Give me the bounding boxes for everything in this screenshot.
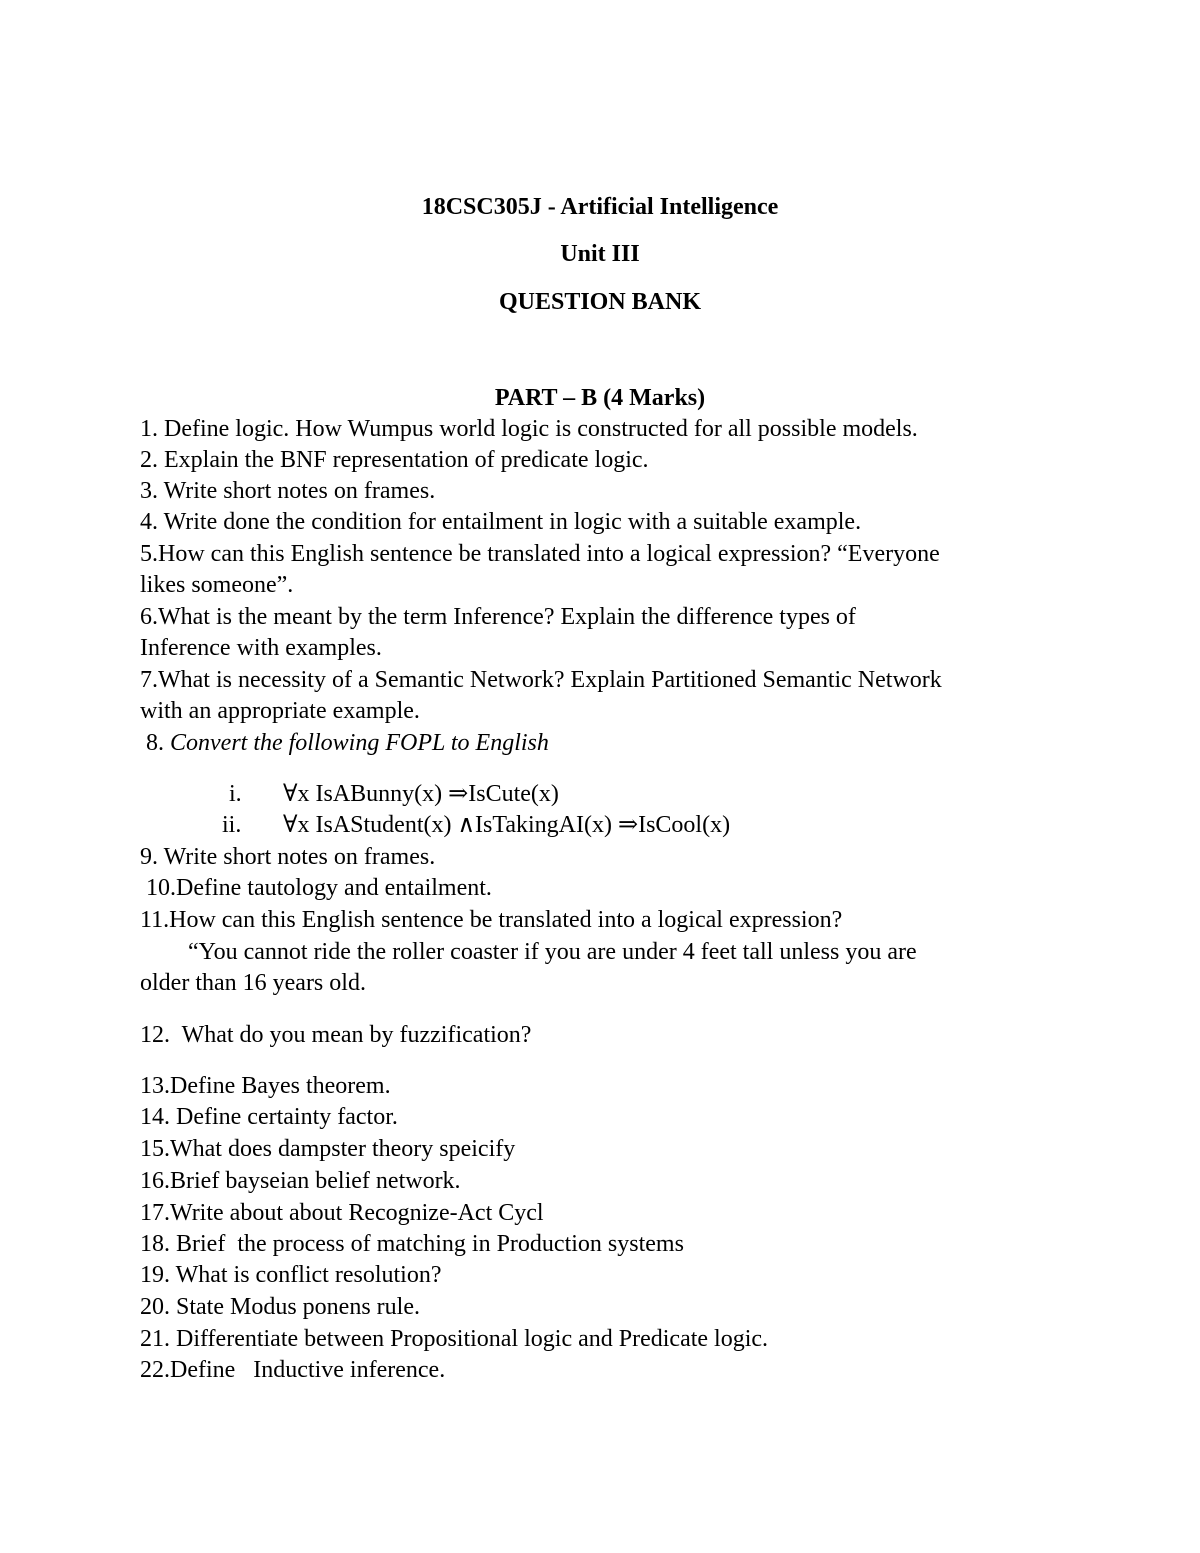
question-17: 17.Write about about Recognize-Act Cycl	[140, 1200, 544, 1226]
question-8	[140, 728, 549, 759]
question-10: 10.Define tautology and entailment.	[140, 875, 492, 901]
question-15: 15.What does dampster theory speicify	[140, 1136, 516, 1162]
question-18: 18. Brief the process of matching in Production systems	[140, 1231, 684, 1257]
question-11-line-1: 11.How can this English sentence be translated into a logical expression?	[140, 907, 843, 933]
question-8-number: 8.	[140, 730, 170, 756]
question-4: 4. Write done the condition for entailment in logic with a suitable example.	[140, 509, 862, 535]
question-6-line-2: Inference with examples.	[140, 635, 382, 661]
question-7-line-1: 7.What is necessity of a Semantic Network? Explain Partitioned Semantic Network	[140, 667, 942, 693]
unit-title: Unit III	[560, 241, 640, 267]
question-22: 22.Define Inductive inference.	[140, 1357, 446, 1383]
question-14: 14. Define certainty factor.	[140, 1104, 398, 1130]
fopl-1-number: i.	[229, 781, 242, 807]
course-title: 18CSC305J - Artificial Intelligence	[421, 194, 779, 220]
question-7-line-2: with an appropriate example.	[140, 698, 420, 724]
fopl-1-expression: ∀x IsABunny(x) ⇒IsCute(x)	[283, 781, 559, 807]
question-1: 1. Define logic. How Wumpus world logic is constructed for all possible models.	[140, 416, 918, 442]
question-16: 16.Brief bayseian belief network.	[140, 1168, 461, 1194]
fopl-2-expression: ∀x IsAStudent(x) ∧IsTakingAI(x) ⇒IsCool(x)	[283, 812, 731, 838]
question-8-text: Convert the following FOPL to English	[170, 730, 549, 756]
question-5-line-2: likes someone”.	[140, 572, 294, 598]
question-9: 9. Write short notes on frames.	[140, 844, 436, 870]
question-11-line-3: older than 16 years old.	[140, 970, 366, 996]
question-13: 13.Define Bayes theorem.	[140, 1073, 391, 1099]
question-5-line-1: 5.How can this English sentence be translated into a logical expression? “Everyone	[140, 541, 940, 567]
question-21: 21. Differentiate between Propositional logic and Predicate logic.	[140, 1326, 769, 1352]
fopl-2-number: ii.	[222, 812, 242, 838]
question-2: 2. Explain the BNF representation of predicate logic.	[140, 447, 649, 473]
part-heading: PART – B (4 Marks)	[494, 385, 706, 411]
question-3: 3. Write short notes on frames.	[140, 478, 436, 504]
question-11-line-2: “You cannot ride the roller coaster if you are under 4 feet tall unless you are	[188, 939, 917, 965]
question-20: 20. State Modus ponens rule.	[140, 1294, 420, 1320]
question-6-line-1: 6.What is the meant by the term Inference? Explain the difference types of	[140, 604, 856, 630]
question-bank-title: QUESTION BANK	[498, 289, 702, 315]
question-19: 19. What is conflict resolution?	[140, 1262, 442, 1288]
question-12: 12. What do you mean by fuzzification?	[140, 1022, 532, 1048]
